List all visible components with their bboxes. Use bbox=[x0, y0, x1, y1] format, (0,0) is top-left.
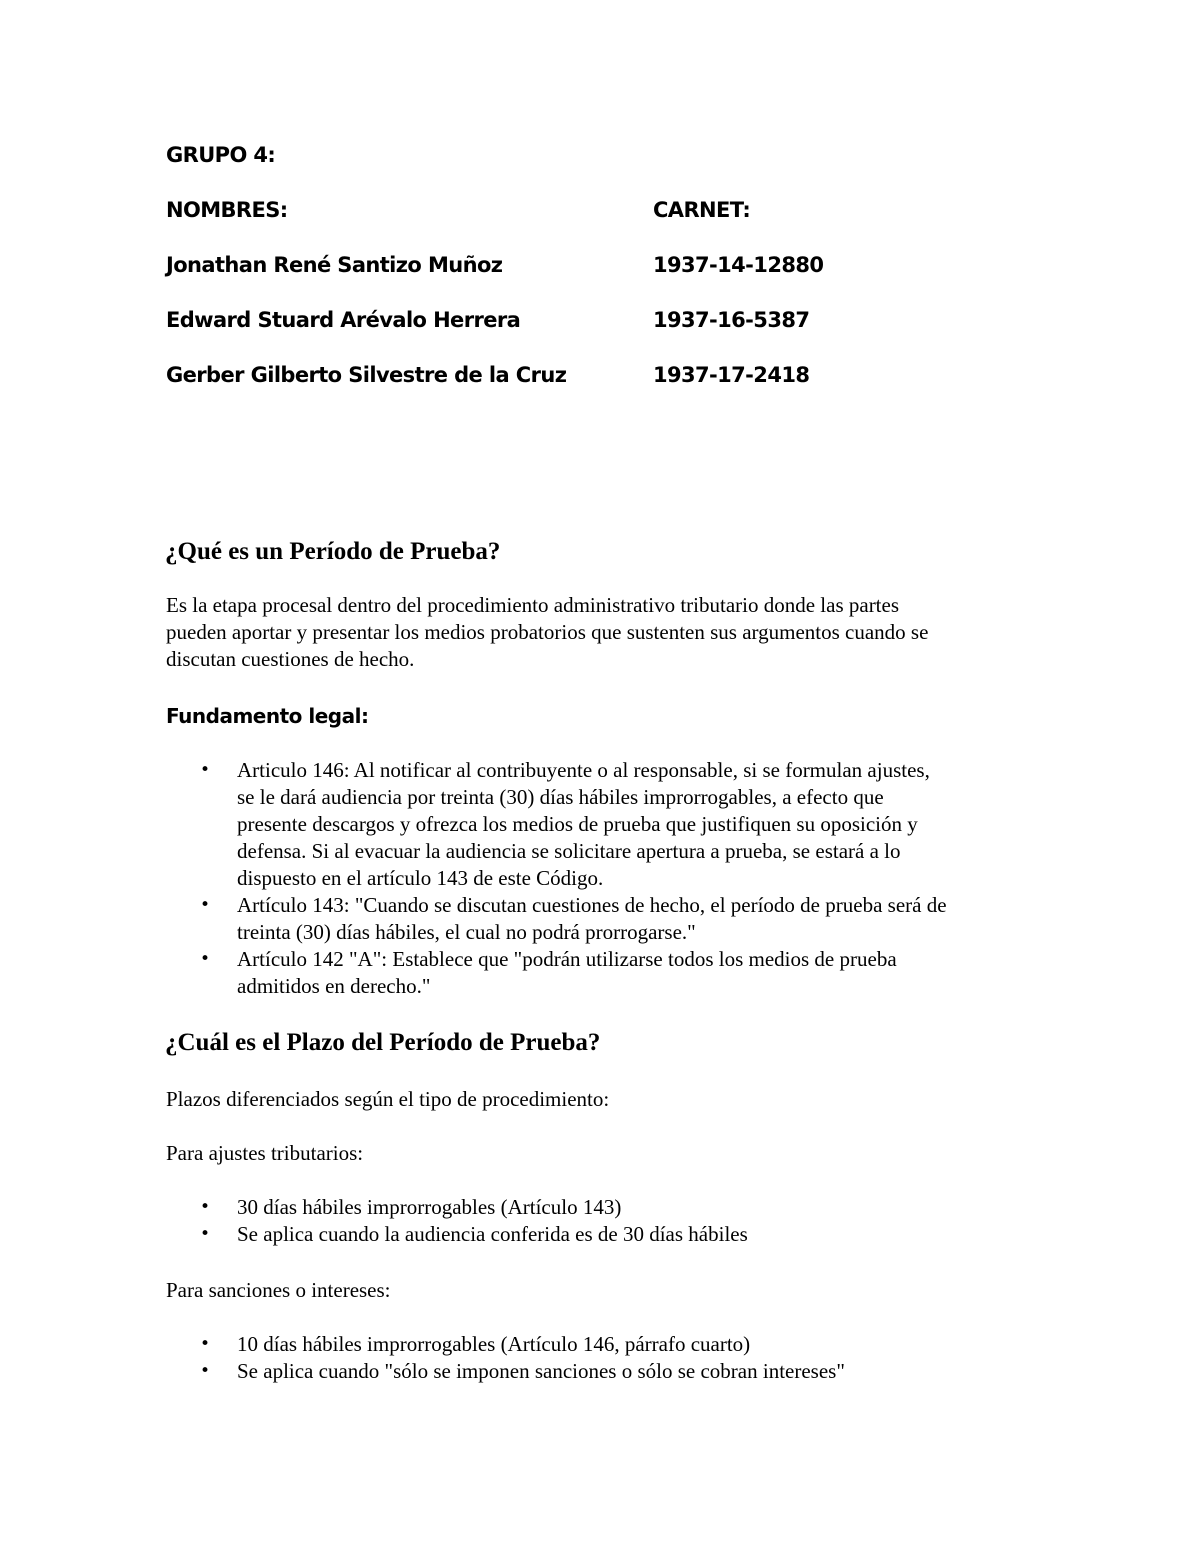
list-item-line: Articulo 146: Al notificar al contribuyente o al responsable, si se formulan ajustes, bbox=[237, 758, 930, 782]
sanciones-label: Para sanciones o intereses: bbox=[166, 1278, 391, 1302]
paragraph-line: Es la etapa procesal dentro del procedimiento administrativo tributario donde las partes bbox=[166, 593, 900, 617]
definition-paragraph bbox=[166, 592, 928, 673]
bullet-icon: • bbox=[200, 760, 211, 780]
member-carnet: 1937-16-5387 bbox=[653, 308, 810, 332]
section-heading: ¿Cuál es el Plazo del Período de Prueba? bbox=[165, 1029, 601, 1056]
list-item bbox=[166, 892, 947, 946]
list-item-line: Se aplica cuando la audiencia conferida es de 30 días hábiles bbox=[237, 1222, 748, 1246]
list-item bbox=[166, 946, 947, 1000]
member-carnet: 1937-17-2418 bbox=[653, 363, 810, 387]
list-item-line: admitidos en derecho." bbox=[237, 974, 431, 998]
legal-articles-list bbox=[166, 757, 947, 1000]
list-item-line: treinta (30) días hábiles, el cual no podrá prorrogarse." bbox=[237, 920, 696, 944]
list-item bbox=[166, 1194, 748, 1221]
bullet-icon: • bbox=[200, 949, 211, 969]
ajustes-label: Para ajustes tributarios: bbox=[166, 1141, 364, 1165]
list-item-line: Artículo 143: "Cuando se discutan cuestiones de hecho, el período de prueba será de bbox=[237, 893, 947, 917]
list-item-line: se le dará audiencia por treinta (30) días hábiles improrrogables, a efecto que bbox=[237, 785, 884, 809]
list-item bbox=[166, 1331, 845, 1358]
paragraph-line: pueden aportar y presentar los medios probatorios que sustenten sus argumentos cuando se bbox=[166, 620, 929, 644]
member-name: Gerber Gilberto Silvestre de la Cruz bbox=[166, 363, 567, 387]
bullet-icon: • bbox=[200, 1197, 211, 1217]
member-carnet: 1937-14-12880 bbox=[653, 253, 824, 277]
list-item bbox=[166, 757, 947, 892]
list-item-line: 10 días hábiles improrrogables (Artículo 146, párrafo cuarto) bbox=[237, 1332, 751, 1356]
ajustes-list bbox=[166, 1194, 748, 1248]
list-item bbox=[166, 1358, 845, 1385]
bullet-icon: • bbox=[200, 895, 211, 915]
carnet-column-header: CARNET: bbox=[653, 198, 751, 222]
names-column-header: NOMBRES: bbox=[166, 198, 288, 222]
bullet-icon: • bbox=[200, 1334, 211, 1354]
list-item-line: 30 días hábiles improrrogables (Artículo 143) bbox=[237, 1195, 622, 1219]
sanciones-list bbox=[166, 1331, 845, 1385]
section-heading: ¿Qué es un Período de Prueba? bbox=[165, 538, 501, 565]
legal-basis-heading: Fundamento legal: bbox=[166, 704, 369, 728]
list-item-line: Artículo 142 "A": Establece que "podrán utilizarse todos los medios de prueba bbox=[237, 947, 897, 971]
paragraph-line: discutan cuestiones de hecho. bbox=[166, 647, 415, 671]
bullet-icon: • bbox=[200, 1224, 211, 1244]
member-name: Edward Stuard Arévalo Herrera bbox=[166, 308, 521, 332]
group-title: GRUPO 4: bbox=[166, 143, 276, 167]
list-item-line: dispuesto en el artículo 143 de este Código. bbox=[237, 866, 604, 890]
list-item-line: Se aplica cuando "sólo se imponen sanciones o sólo se cobran intereses" bbox=[237, 1359, 845, 1383]
list-item-line: defensa. Si al evacuar la audiencia se solicitare apertura a prueba, se estará a lo bbox=[237, 839, 901, 863]
bullet-icon: • bbox=[200, 1361, 211, 1381]
member-name: Jonathan René Santizo Muñoz bbox=[166, 253, 503, 277]
intro-paragraph: Plazos diferenciados según el tipo de procedimiento: bbox=[166, 1087, 610, 1111]
list-item-line: presente descargos y ofrezca los medios de prueba que justifiquen su oposición y bbox=[237, 812, 918, 836]
list-item bbox=[166, 1221, 748, 1248]
